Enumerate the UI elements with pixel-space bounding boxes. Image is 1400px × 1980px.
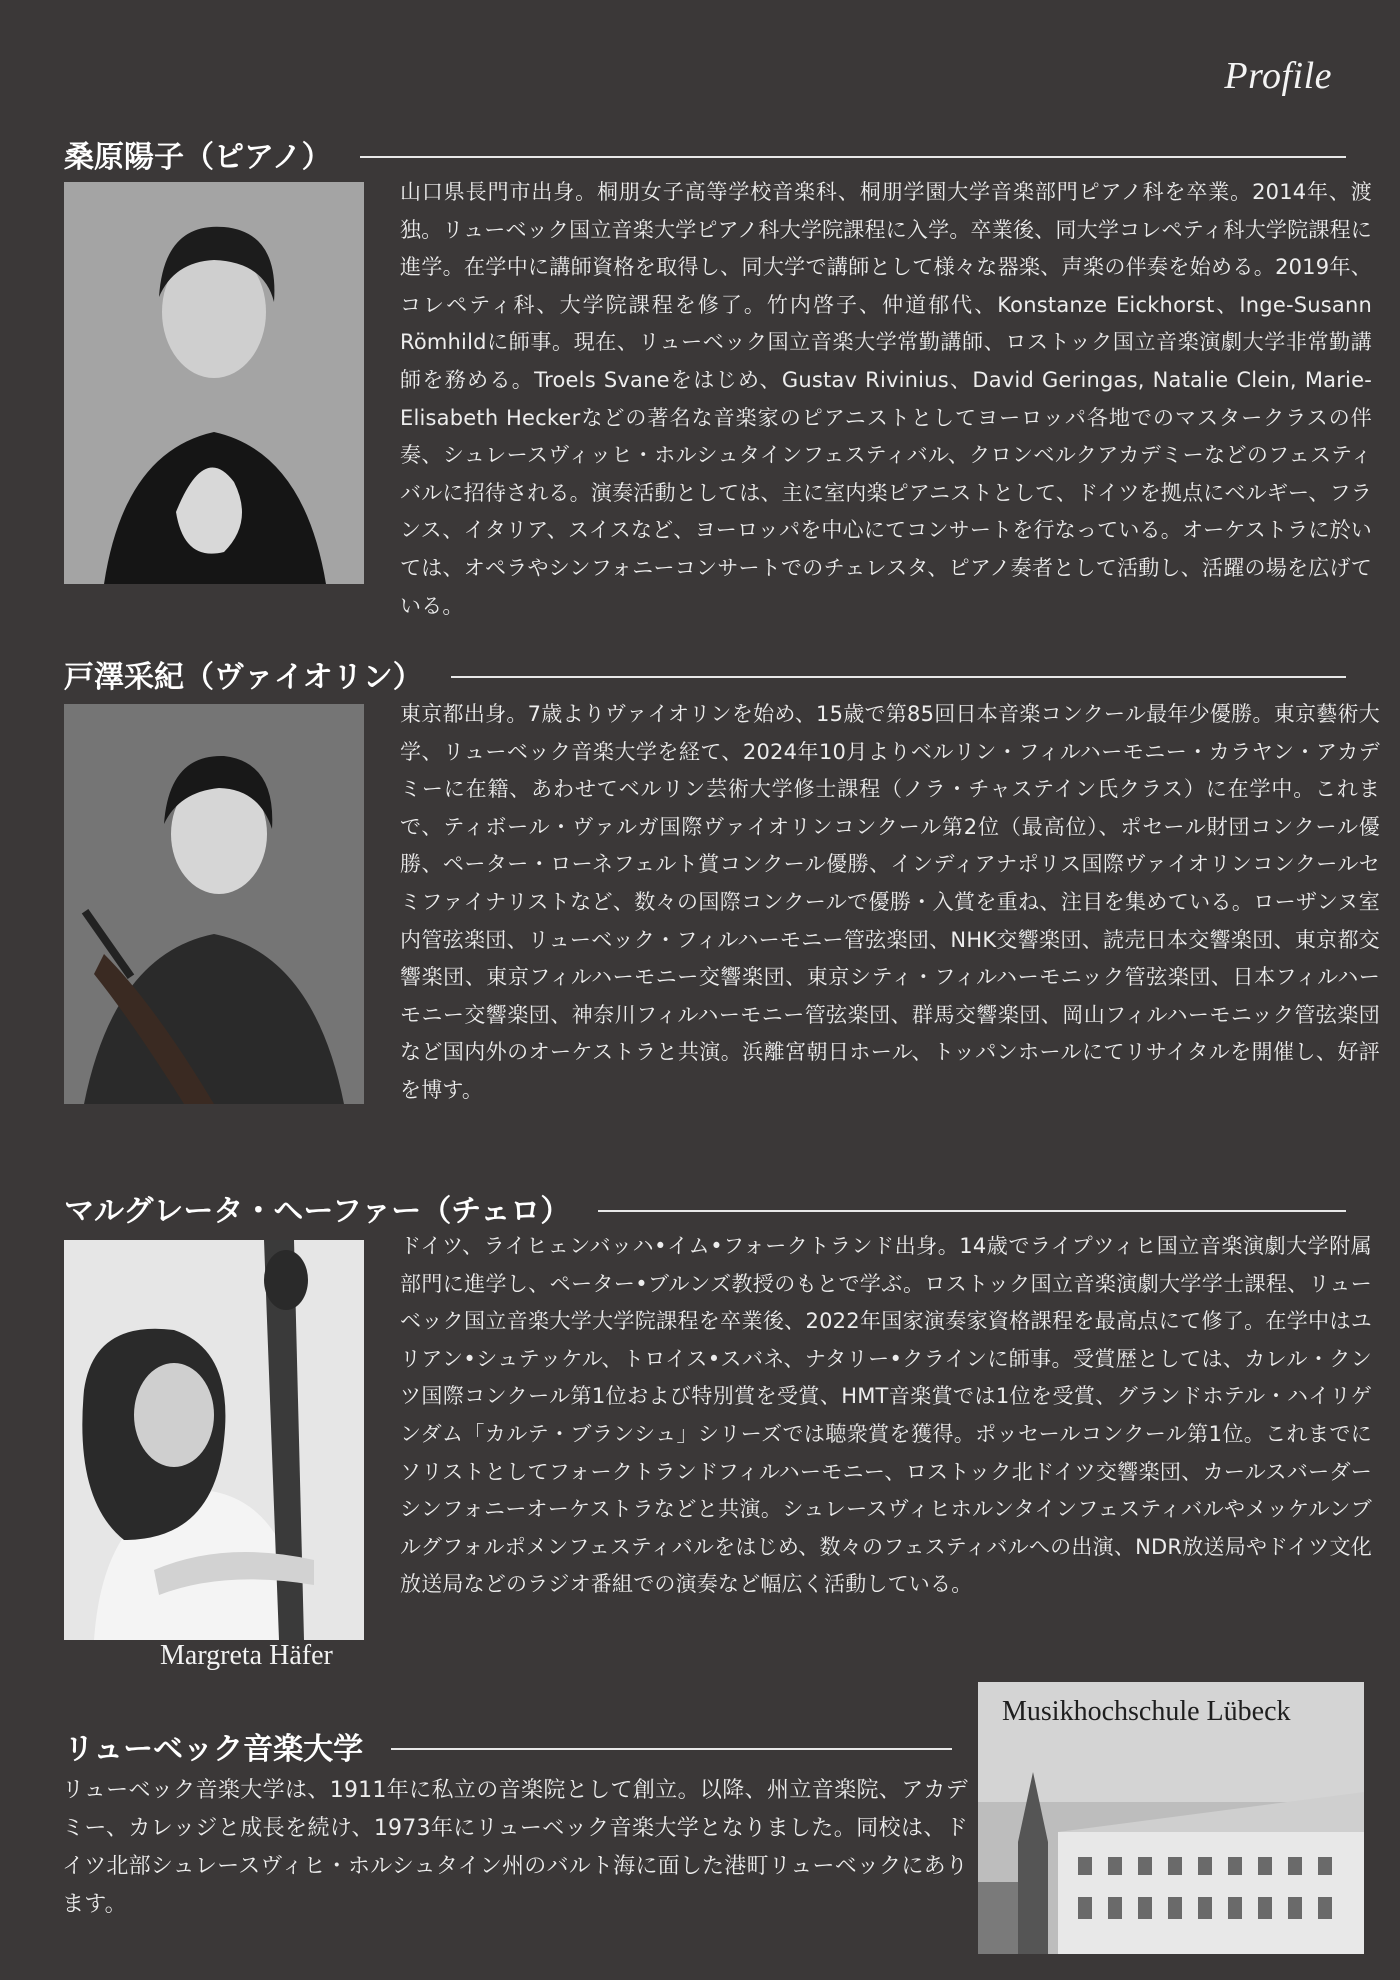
section-heading-cello [64, 1186, 1346, 1230]
portrait-photo-cellist [64, 1240, 364, 1640]
heading-text: 戸澤采紀（ヴァイオリン） [64, 660, 423, 695]
bio-text-piano: 山口県長門市出身。桐朋女子高等学校音楽科、桐朋学園大学音楽部門ピアノ科を卒業。2014年、渡独。リューベック国立音楽大学ピアノ科大学院課程に入学。卒業後、同大学コレペティ科大学院課程に進学。在学中に講師資格を取得し、同大学で講師として様々な器楽、声楽の伴奏を始める。2019年、コレペティ科、大学院課程を修了。竹内啓子、仲道郁代、Konstanze Eickhorst、Inge-Susann Römhildに師事。現在、リューベック国立音楽大学常勤講師、ロストック国立音楽演劇大学非常勤講師を務める。Troels Svaneをはじめ、Gustav Rivinius、David Geringas, Natalie Clein, Marie-Elisabeth Heckerなどの著名な音楽家のピアニストとしてヨーロッパ各地でのマスタークラスの伴奏、シュレースヴィッヒ・ホルシュタインフェスティバル、クロンベルクアカデミーなどのフェスティバルに招待される。演奏活動としては、主に室内楽ピアニストとして、ドイツを拠点にベルギー、フランス、イタリア、スイスなど、ヨーロッパを中心にてコンサートを行なっている。オーケストラに於いては、オペラやシンフォニーコンサートでのチェレスタ、ピアノ奏者として活動し、活躍の場を広げている。 [400, 180, 1372, 618]
bio-text-cello: ドイツ、ライヒェンバッハ•イム•フォークトランド出身。14歳でライプツィヒ国立音楽演劇大学附属部門に進学し、ペーター•ブルンズ教授のもとで学ぶ。ロストック国立音楽演劇大学学士課程、リューベック国立音楽大学大学院課程を卒業後、2022年国家演奏家資格課程を最高点にて修了。在学中はユリアン•シュテッケル、トロイス•スバネ、ナタリー•クラインに師事。受賞歴としては、カレル・クンツ国際コンクール第1位および特別賞を受賞、HMT音楽賞では1位を受賞、グランドホテル・ハイリゲンダム「カルテ・ブランシュ」シリーズでは聴衆賞を獲得。ポッセールコンクール第1位。これまでにソリストとしてフォークトランドフィルハーモニー、ロストック北ドイツ交響楽団、カールスバーダーシンフォニーオーケストラなどと共演。シュレースヴィヒホルンタインフェスティバルやメッケルンブルグフォルポメンフェスティバルをはじめ、数々のフェスティバルへの出演、NDR放送局やドイツ文化放送局などのラジオ番組での演奏など幅広く活動している。 [400, 1234, 1372, 1597]
heading-rule [451, 676, 1346, 678]
section-heading-piano [64, 132, 1346, 176]
bio-text-school: リューベック音楽大学は、1911年に私立の音楽院として創立。以降、州立音楽院、アカデミー、カレッジと成長を続け、1973年にリューベック音楽大学となりました。同校は、ドイツ北部シュレースヴィヒ・ホルシュタイン州のバルト海に面した港町リューベックにあります。 [62, 1778, 968, 1917]
bio-text-violin: 東京都出身。7歳よりヴァイオリンを始め、15歳で第85回日本音楽コンクール最年少優勝。東京藝術大学、リューベック音楽大学を経て、2024年10月よりベルリン・フィルハーモニー・カラヤン・アカデミーに在籍、あわせてベルリン芸術大学修士課程（ノラ・チャステイン氏クラス）に在学中。これまで、ティボール・ヴァルガ国際ヴァイオリンコンクール第2位（最高位）、ポセール財団コンクール優勝、ペーター・ローネフェルト賞コンクール優勝、インディアナポリス国際ヴァイオリンコンクールセミファイナリストなど、数々の国際コンクールで優勝・入賞を重ね、注目を集めている。ローザンヌ室内管弦楽団、リューベック・フィルハーモニー管弦楽団、NHK交響楽団、読売日本交響楽団、東京都交響楽団、東京フィルハーモニー交響楽団、東京シティ・フィルハーモニック管弦楽団、日本フィルハーモニー交響楽団、神奈川フィルハーモニー管弦楽団、群馬交響楽団、岡山フィルハーモニック管弦楽団など国内外のオーケストラと共演。浜離宮朝日ホール、トッパンホールにてリサイタルを開催し、好評を博す。 [400, 702, 1380, 1102]
school-photo-caption: Musikhochschule Lübeck [1002, 1696, 1291, 1727]
section-heading-school [64, 1724, 952, 1768]
heading-text: 桑原陽子（ピアノ） [64, 140, 332, 175]
photo-caption-cellist: Margreta Häfer [160, 1640, 333, 1671]
heading-text: リューベック音楽大学 [64, 1732, 364, 1767]
portrait-photo-violinist [64, 704, 364, 1104]
profile-label: Profile [1224, 55, 1332, 97]
heading-rule [391, 1748, 952, 1750]
heading-rule [598, 1210, 1346, 1212]
portrait-photo-pianist [64, 182, 364, 584]
section-heading-violin [64, 652, 1346, 696]
heading-text: マルグレータ・ヘーファー（チェロ） [64, 1194, 571, 1229]
heading-rule [360, 156, 1346, 158]
